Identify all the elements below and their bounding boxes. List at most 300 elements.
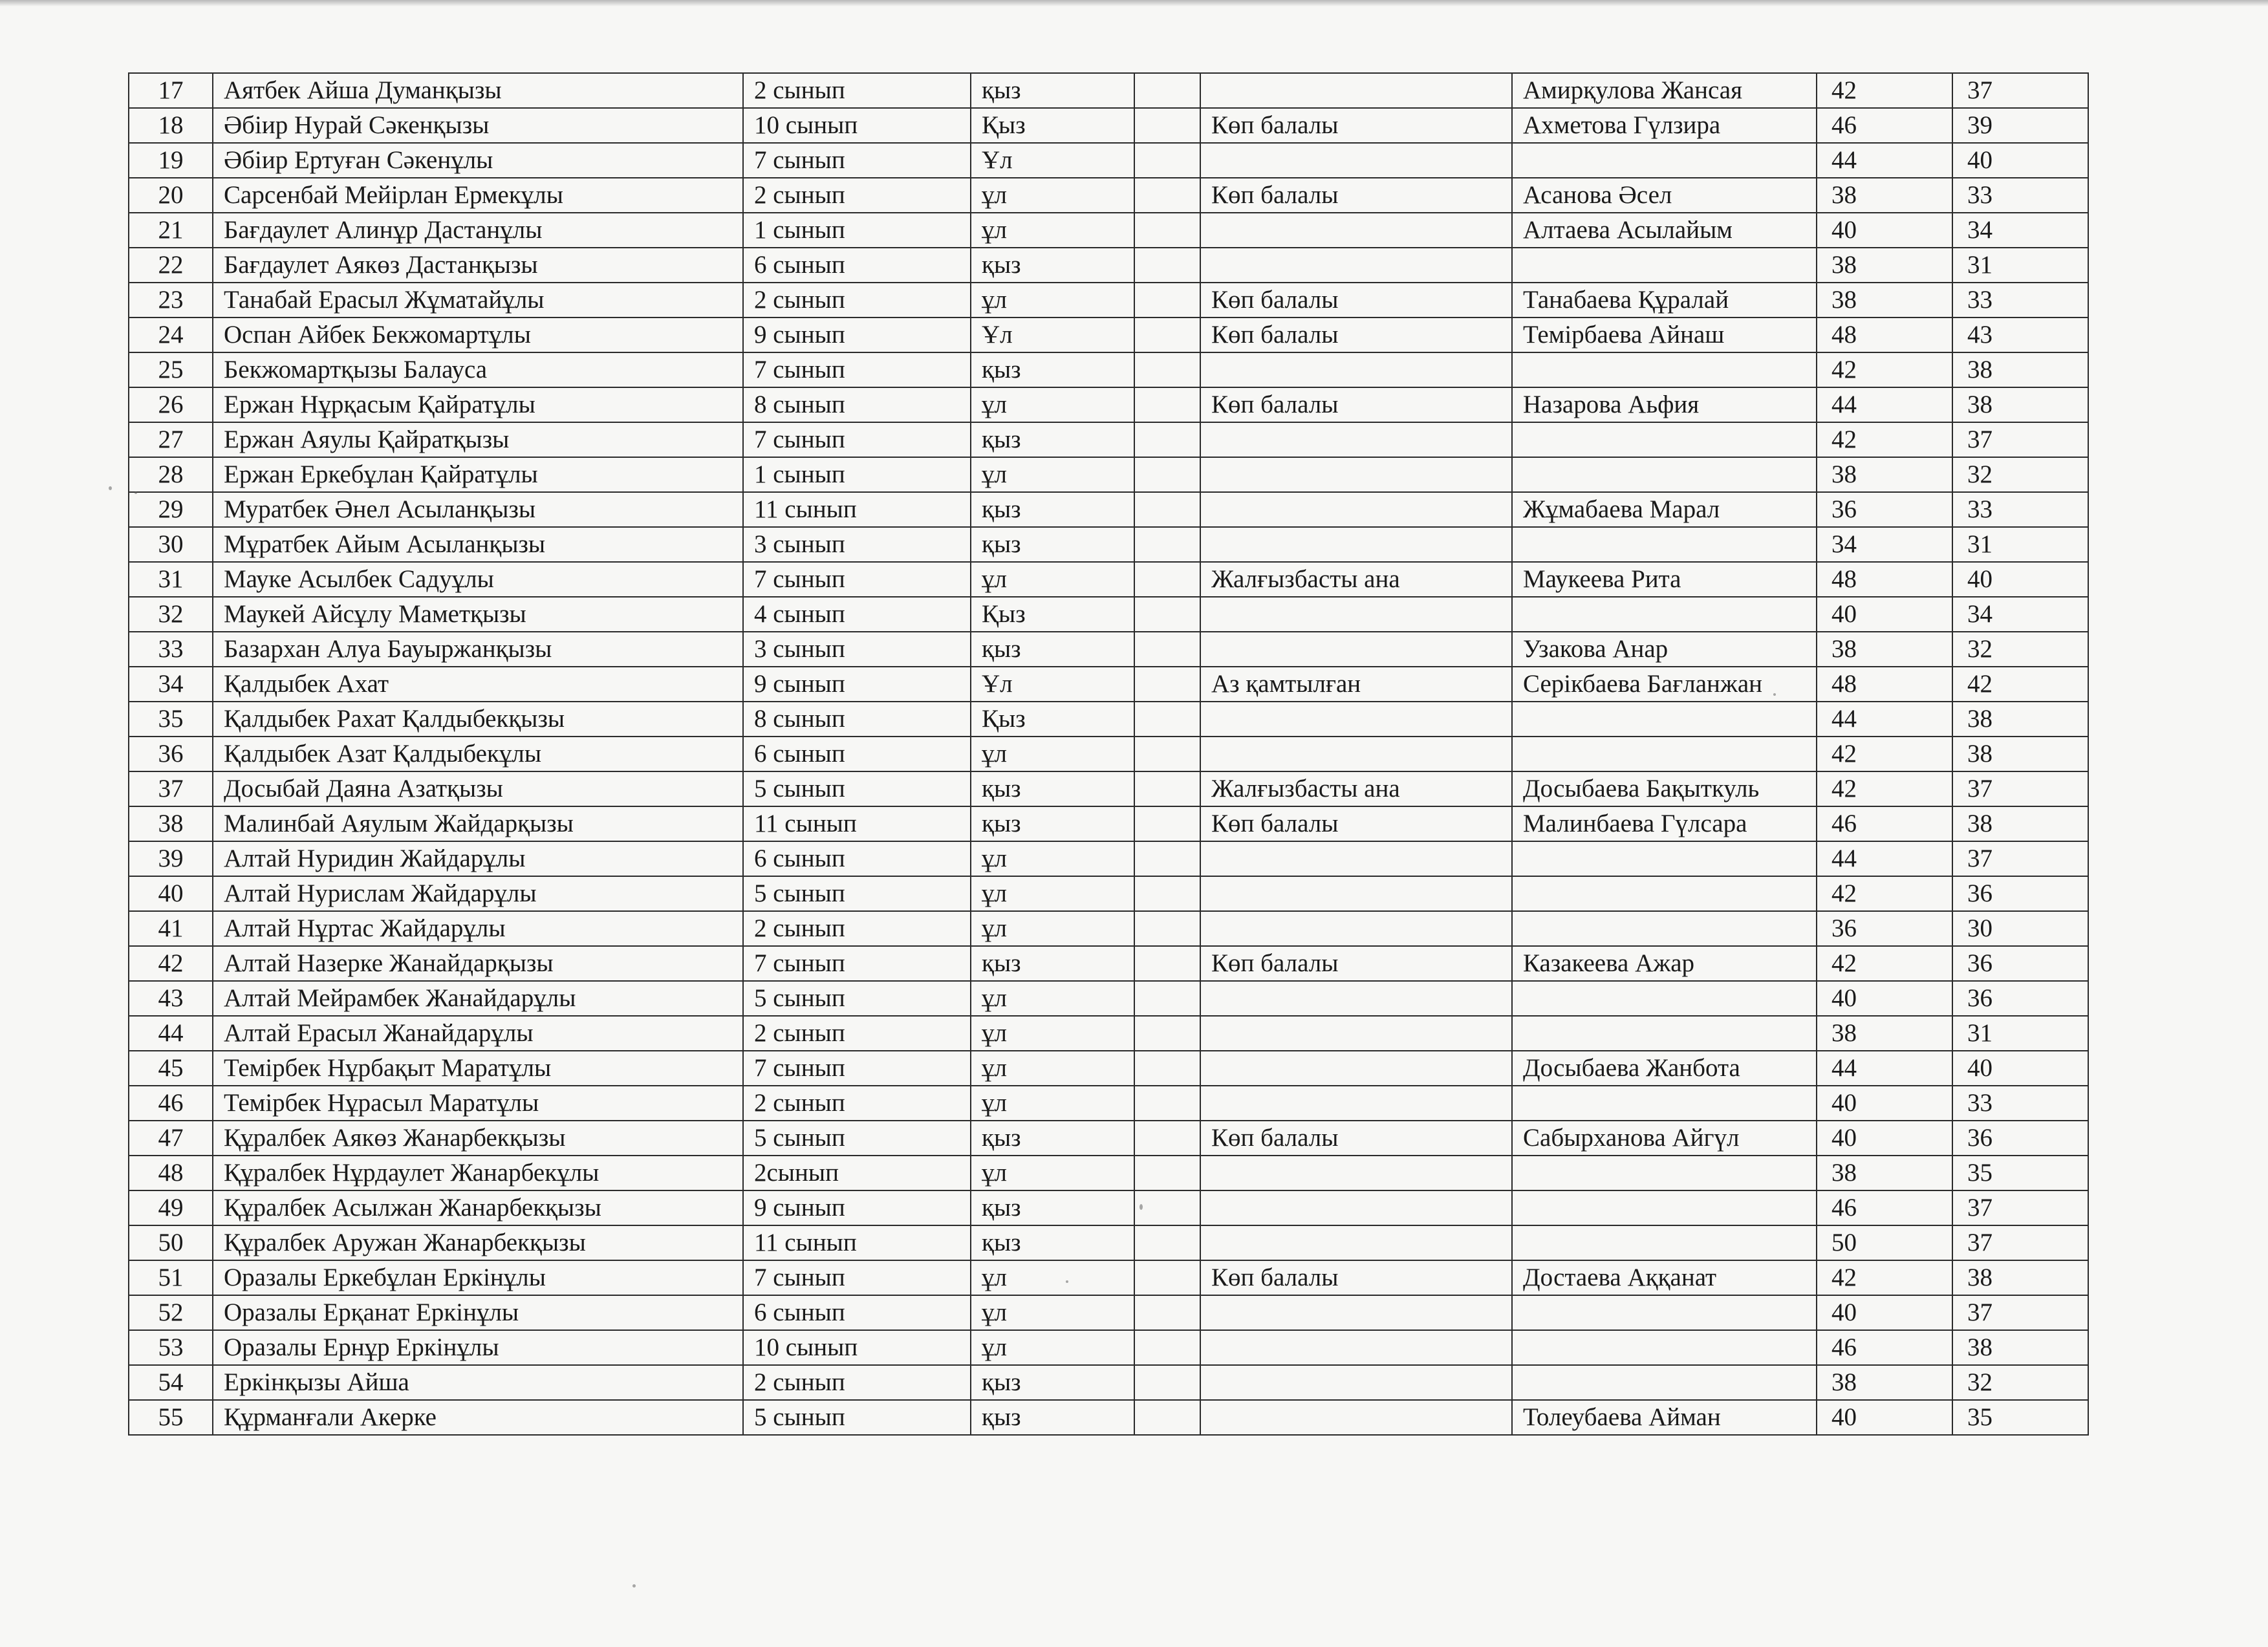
student-name: Ержан Аяулы Қайратқызы <box>213 422 743 457</box>
score-2: 34 <box>1952 213 2088 248</box>
row-number: 31 <box>129 562 213 597</box>
parent-name <box>1512 876 1817 911</box>
gender: ұл <box>971 562 1134 597</box>
student-name: Базархан Алуа Бауыржанқызы <box>213 632 743 667</box>
gender: ұл <box>971 1016 1134 1051</box>
gender: қыз <box>971 1121 1134 1156</box>
score-1: 38 <box>1817 283 1952 318</box>
table-row <box>129 108 2088 143</box>
parent-name: Маукеева Рита <box>1512 562 1817 597</box>
blank-cell <box>1134 387 1200 422</box>
table-row <box>129 562 2088 597</box>
row-number: 36 <box>129 737 213 771</box>
student-name: Бекжомартқызы Балауса <box>213 352 743 387</box>
row-number: 26 <box>129 387 213 422</box>
gender: Қыз <box>971 702 1134 737</box>
grade: 6 сынып <box>743 841 971 876</box>
gender: қыз <box>971 492 1134 527</box>
student-name: Аятбек Айша Думанқызы <box>213 73 743 108</box>
student-name: Еркінқызы Айша <box>213 1365 743 1400</box>
blank-cell <box>1134 457 1200 492</box>
student-name: Мауке Асылбек Садуұлы <box>213 562 743 597</box>
score-1: 40 <box>1817 1086 1952 1121</box>
row-number: 33 <box>129 632 213 667</box>
table-row <box>129 1121 2088 1156</box>
student-name: Темірбек Нұрбақыт Маратұлы <box>213 1051 743 1086</box>
table-row <box>129 1016 2088 1051</box>
blank-cell <box>1134 213 1200 248</box>
family-status <box>1200 422 1512 457</box>
row-number: 24 <box>129 318 213 352</box>
table-row <box>129 1365 2088 1400</box>
scan-speck <box>109 486 112 490</box>
blank-cell <box>1134 318 1200 352</box>
student-name: Оспан Айбек Бекжомартұлы <box>213 318 743 352</box>
student-name: Танабай Ерасыл Жұматайұлы <box>213 283 743 318</box>
score-1: 48 <box>1817 667 1952 702</box>
family-status: Көп балалы <box>1200 178 1512 213</box>
parent-name: Амирқулова Жансая <box>1512 73 1817 108</box>
roster-body <box>129 73 2088 1435</box>
score-2: 38 <box>1952 702 2088 737</box>
family-status <box>1200 841 1512 876</box>
grade: 9 сынып <box>743 1190 971 1225</box>
gender: ұл <box>971 737 1134 771</box>
row-number: 28 <box>129 457 213 492</box>
family-status: Көп балалы <box>1200 387 1512 422</box>
family-status: Жалғызбасты ана <box>1200 562 1512 597</box>
parent-name <box>1512 248 1817 283</box>
student-name: Досыбай Даяна Азатқызы <box>213 771 743 806</box>
grade: 2сынып <box>743 1156 971 1190</box>
row-number: 27 <box>129 422 213 457</box>
score-1: 42 <box>1817 876 1952 911</box>
table-row <box>129 1086 2088 1121</box>
row-number: 43 <box>129 981 213 1016</box>
score-1: 44 <box>1817 841 1952 876</box>
table-row <box>129 178 2088 213</box>
score-2: 37 <box>1952 73 2088 108</box>
row-number: 23 <box>129 283 213 318</box>
blank-cell <box>1134 1190 1200 1225</box>
score-1: 44 <box>1817 143 1952 178</box>
gender: қыз <box>971 946 1134 981</box>
score-2: 38 <box>1952 387 2088 422</box>
score-1: 44 <box>1817 387 1952 422</box>
student-name: Құралбек Аякөз Жанарбекқызы <box>213 1121 743 1156</box>
student-roster-table <box>128 72 2089 1436</box>
table-row <box>129 946 2088 981</box>
student-name: Құралбек Аружан Жанарбекқызы <box>213 1225 743 1260</box>
score-2: 32 <box>1952 1365 2088 1400</box>
grade: 3 сынып <box>743 527 971 562</box>
grade: 7 сынып <box>743 946 971 981</box>
parent-name: Асанова Әсел <box>1512 178 1817 213</box>
score-1: 42 <box>1817 737 1952 771</box>
family-status <box>1200 911 1512 946</box>
row-number: 53 <box>129 1330 213 1365</box>
table-row <box>129 702 2088 737</box>
blank-cell <box>1134 1365 1200 1400</box>
grade: 7 сынып <box>743 422 971 457</box>
table-row <box>129 876 2088 911</box>
table-row <box>129 597 2088 632</box>
score-2: 30 <box>1952 911 2088 946</box>
family-status: Көп балалы <box>1200 946 1512 981</box>
score-2: 38 <box>1952 1330 2088 1365</box>
parent-name <box>1512 702 1817 737</box>
family-status <box>1200 702 1512 737</box>
blank-cell <box>1134 143 1200 178</box>
row-number: 39 <box>129 841 213 876</box>
gender: қыз <box>971 806 1134 841</box>
table-row <box>129 737 2088 771</box>
scan-speck <box>135 491 137 494</box>
score-2: 31 <box>1952 527 2088 562</box>
gender: қыз <box>971 73 1134 108</box>
score-2: 36 <box>1952 946 2088 981</box>
table-row <box>129 422 2088 457</box>
row-number: 52 <box>129 1295 213 1330</box>
scan-edge-shadow <box>0 0 2268 6</box>
table-row <box>129 352 2088 387</box>
gender: ұл <box>971 1295 1134 1330</box>
row-number: 35 <box>129 702 213 737</box>
blank-cell <box>1134 771 1200 806</box>
table-row <box>129 667 2088 702</box>
score-2: 37 <box>1952 422 2088 457</box>
row-number: 22 <box>129 248 213 283</box>
score-1: 44 <box>1817 1051 1952 1086</box>
parent-name: Назарова Аьфия <box>1512 387 1817 422</box>
row-number: 40 <box>129 876 213 911</box>
score-2: 36 <box>1952 981 2088 1016</box>
blank-cell <box>1134 1400 1200 1435</box>
scan-speck <box>1773 693 1776 696</box>
blank-cell <box>1134 492 1200 527</box>
row-number: 18 <box>129 108 213 143</box>
grade: 9 сынып <box>743 318 971 352</box>
score-1: 42 <box>1817 946 1952 981</box>
grade: 5 сынып <box>743 1121 971 1156</box>
blank-cell <box>1134 1016 1200 1051</box>
score-1: 42 <box>1817 422 1952 457</box>
blank-cell <box>1134 597 1200 632</box>
gender: Қыз <box>971 108 1134 143</box>
family-status: Көп балалы <box>1200 283 1512 318</box>
parent-name: Ахметова Гүлзира <box>1512 108 1817 143</box>
student-name: Сарсенбай Мейірлан Ермекұлы <box>213 178 743 213</box>
grade: 2 сынып <box>743 1365 971 1400</box>
table-row <box>129 492 2088 527</box>
student-name: Құралбек Асылжан Жанарбекқызы <box>213 1190 743 1225</box>
family-status <box>1200 1156 1512 1190</box>
blank-cell <box>1134 806 1200 841</box>
gender: ұл <box>971 213 1134 248</box>
table-row <box>129 806 2088 841</box>
score-1: 36 <box>1817 492 1952 527</box>
row-number: 55 <box>129 1400 213 1435</box>
score-1: 40 <box>1817 1121 1952 1156</box>
row-number: 48 <box>129 1156 213 1190</box>
blank-cell <box>1134 178 1200 213</box>
family-status <box>1200 527 1512 562</box>
score-1: 46 <box>1817 1190 1952 1225</box>
family-status <box>1200 597 1512 632</box>
parent-name <box>1512 352 1817 387</box>
grade: 7 сынып <box>743 562 971 597</box>
gender: ұл <box>971 1260 1134 1295</box>
scan-speck <box>1139 1204 1143 1210</box>
student-name: Темірбек Нұрасыл Маратұлы <box>213 1086 743 1121</box>
student-name: Мұратбек Айым Асыланқызы <box>213 527 743 562</box>
grade: 5 сынып <box>743 1400 971 1435</box>
gender: қыз <box>971 1365 1134 1400</box>
row-number: 47 <box>129 1121 213 1156</box>
student-name: Алтай Ерасыл Жанайдарұлы <box>213 1016 743 1051</box>
family-status <box>1200 1016 1512 1051</box>
row-number: 46 <box>129 1086 213 1121</box>
score-2: 38 <box>1952 1260 2088 1295</box>
parent-name: Малинбаева Гүлсара <box>1512 806 1817 841</box>
gender: ұл <box>971 457 1134 492</box>
parent-name: Жұмабаева Марал <box>1512 492 1817 527</box>
blank-cell <box>1134 702 1200 737</box>
blank-cell <box>1134 876 1200 911</box>
parent-name <box>1512 911 1817 946</box>
score-1: 36 <box>1817 911 1952 946</box>
student-name: Құралбек Нұрдаулет Жанарбекұлы <box>213 1156 743 1190</box>
score-1: 50 <box>1817 1225 1952 1260</box>
table-row <box>129 771 2088 806</box>
score-2: 40 <box>1952 143 2088 178</box>
parent-name <box>1512 981 1817 1016</box>
score-2: 39 <box>1952 108 2088 143</box>
blank-cell <box>1134 946 1200 981</box>
student-name: Алтай Нурислам Жайдарұлы <box>213 876 743 911</box>
score-2: 37 <box>1952 1295 2088 1330</box>
parent-name <box>1512 841 1817 876</box>
score-2: 38 <box>1952 352 2088 387</box>
table-row <box>129 387 2088 422</box>
blank-cell <box>1134 1121 1200 1156</box>
score-2: 35 <box>1952 1156 2088 1190</box>
parent-name: Досыбаева Бақыткуль <box>1512 771 1817 806</box>
parent-name: Досыбаева Жанбота <box>1512 1051 1817 1086</box>
table-row <box>129 981 2088 1016</box>
score-2: 37 <box>1952 841 2088 876</box>
family-status <box>1200 73 1512 108</box>
score-1: 42 <box>1817 73 1952 108</box>
parent-name <box>1512 1156 1817 1190</box>
grade: 11 сынып <box>743 492 971 527</box>
blank-cell <box>1134 1086 1200 1121</box>
table-row <box>129 213 2088 248</box>
grade: 2 сынып <box>743 73 971 108</box>
gender: ұл <box>971 387 1134 422</box>
table-row <box>129 143 2088 178</box>
grade: 6 сынып <box>743 737 971 771</box>
parent-name <box>1512 1016 1817 1051</box>
score-1: 48 <box>1817 318 1952 352</box>
family-status <box>1200 632 1512 667</box>
gender: Ұл <box>971 143 1134 178</box>
grade: 2 сынып <box>743 283 971 318</box>
score-2: 33 <box>1952 283 2088 318</box>
score-2: 32 <box>1952 457 2088 492</box>
table-row <box>129 1051 2088 1086</box>
gender: қыз <box>971 1400 1134 1435</box>
table-row <box>129 1295 2088 1330</box>
table-row <box>129 457 2088 492</box>
scan-speck <box>1066 1280 1068 1283</box>
parent-name <box>1512 1365 1817 1400</box>
row-number: 32 <box>129 597 213 632</box>
blank-cell <box>1134 248 1200 283</box>
blank-cell <box>1134 352 1200 387</box>
student-name: Бағдаулет Алинұр Дастанұлы <box>213 213 743 248</box>
score-2: 37 <box>1952 1225 2088 1260</box>
parent-name: Толеубаева Айман <box>1512 1400 1817 1435</box>
student-name: Бағдаулет Аякөз Дастанқызы <box>213 248 743 283</box>
student-name: Оразалы Ернұр Еркінұлы <box>213 1330 743 1365</box>
grade: 7 сынып <box>743 352 971 387</box>
row-number: 42 <box>129 946 213 981</box>
grade: 6 сынып <box>743 1295 971 1330</box>
score-1: 40 <box>1817 981 1952 1016</box>
score-1: 38 <box>1817 1365 1952 1400</box>
table-row <box>129 283 2088 318</box>
blank-cell <box>1134 911 1200 946</box>
parent-name: Танабаева Құралай <box>1512 283 1817 318</box>
row-number: 45 <box>129 1051 213 1086</box>
blank-cell <box>1134 981 1200 1016</box>
student-name: Оразалы Ерқанат Еркінұлы <box>213 1295 743 1330</box>
table-row <box>129 1156 2088 1190</box>
row-number: 41 <box>129 911 213 946</box>
table-row <box>129 1400 2088 1435</box>
score-2: 42 <box>1952 667 2088 702</box>
score-2: 32 <box>1952 632 2088 667</box>
score-1: 38 <box>1817 1156 1952 1190</box>
score-2: 37 <box>1952 1190 2088 1225</box>
gender: ұл <box>971 911 1134 946</box>
blank-cell <box>1134 283 1200 318</box>
score-1: 42 <box>1817 771 1952 806</box>
grade: 2 сынып <box>743 1016 971 1051</box>
parent-name <box>1512 737 1817 771</box>
blank-cell <box>1134 422 1200 457</box>
table-row <box>129 527 2088 562</box>
score-2: 43 <box>1952 318 2088 352</box>
family-status: Жалғызбасты ана <box>1200 771 1512 806</box>
gender: қыз <box>971 1190 1134 1225</box>
score-1: 38 <box>1817 457 1952 492</box>
family-status <box>1200 248 1512 283</box>
family-status <box>1200 1086 1512 1121</box>
gender: ұл <box>971 981 1134 1016</box>
score-1: 40 <box>1817 1295 1952 1330</box>
table-row <box>129 318 2088 352</box>
score-1: 40 <box>1817 597 1952 632</box>
score-2: 40 <box>1952 562 2088 597</box>
grade: 8 сынып <box>743 702 971 737</box>
row-number: 21 <box>129 213 213 248</box>
grade: 4 сынып <box>743 597 971 632</box>
family-status <box>1200 981 1512 1016</box>
parent-name <box>1512 1190 1817 1225</box>
blank-cell <box>1134 1260 1200 1295</box>
student-name: Қалдыбек Рахат Қалдыбекқызы <box>213 702 743 737</box>
score-2: 36 <box>1952 876 2088 911</box>
family-status <box>1200 1400 1512 1435</box>
row-number: 25 <box>129 352 213 387</box>
blank-cell <box>1134 737 1200 771</box>
gender: ұл <box>971 283 1134 318</box>
grade: 5 сынып <box>743 771 971 806</box>
grade: 10 сынып <box>743 1330 971 1365</box>
score-1: 40 <box>1817 1400 1952 1435</box>
parent-name <box>1512 143 1817 178</box>
blank-cell <box>1134 1156 1200 1190</box>
gender: ұл <box>971 1330 1134 1365</box>
family-status <box>1200 143 1512 178</box>
grade: 2 сынып <box>743 178 971 213</box>
family-status: Көп балалы <box>1200 318 1512 352</box>
gender: Ұл <box>971 667 1134 702</box>
student-name: Құрманғали Акерке <box>213 1400 743 1435</box>
table-row <box>129 1225 2088 1260</box>
family-status: Көп балалы <box>1200 108 1512 143</box>
gender: ұл <box>971 1051 1134 1086</box>
score-1: 48 <box>1817 562 1952 597</box>
family-status <box>1200 1190 1512 1225</box>
student-name: Қалдыбек Ахат <box>213 667 743 702</box>
family-status <box>1200 1225 1512 1260</box>
parent-name <box>1512 527 1817 562</box>
parent-name <box>1512 597 1817 632</box>
score-1: 42 <box>1817 352 1952 387</box>
family-status <box>1200 1365 1512 1400</box>
roster-sheet <box>128 72 2088 1436</box>
table-row <box>129 248 2088 283</box>
grade: 7 сынып <box>743 1260 971 1295</box>
blank-cell <box>1134 841 1200 876</box>
family-status <box>1200 1051 1512 1086</box>
student-name: Алтай Нұртас Жайдарұлы <box>213 911 743 946</box>
gender: ұл <box>971 876 1134 911</box>
parent-name: Темірбаева Айнаш <box>1512 318 1817 352</box>
table-row <box>129 73 2088 108</box>
grade: 11 сынып <box>743 1225 971 1260</box>
student-name: Маукей Айсұлу Маметқызы <box>213 597 743 632</box>
parent-name <box>1512 1086 1817 1121</box>
family-status: Аз қамтылған <box>1200 667 1512 702</box>
grade: 1 сынып <box>743 213 971 248</box>
parent-name <box>1512 457 1817 492</box>
family-status <box>1200 1295 1512 1330</box>
blank-cell <box>1134 632 1200 667</box>
gender: қыз <box>971 1225 1134 1260</box>
grade: 10 сынып <box>743 108 971 143</box>
grade: 1 сынып <box>743 457 971 492</box>
student-name: Алтай Мейрамбек Жанайдарұлы <box>213 981 743 1016</box>
score-2: 38 <box>1952 737 2088 771</box>
gender: қыз <box>971 527 1134 562</box>
student-name: Алтай Назерке Жанайдарқызы <box>213 946 743 981</box>
gender: ұл <box>971 178 1134 213</box>
score-2: 31 <box>1952 248 2088 283</box>
